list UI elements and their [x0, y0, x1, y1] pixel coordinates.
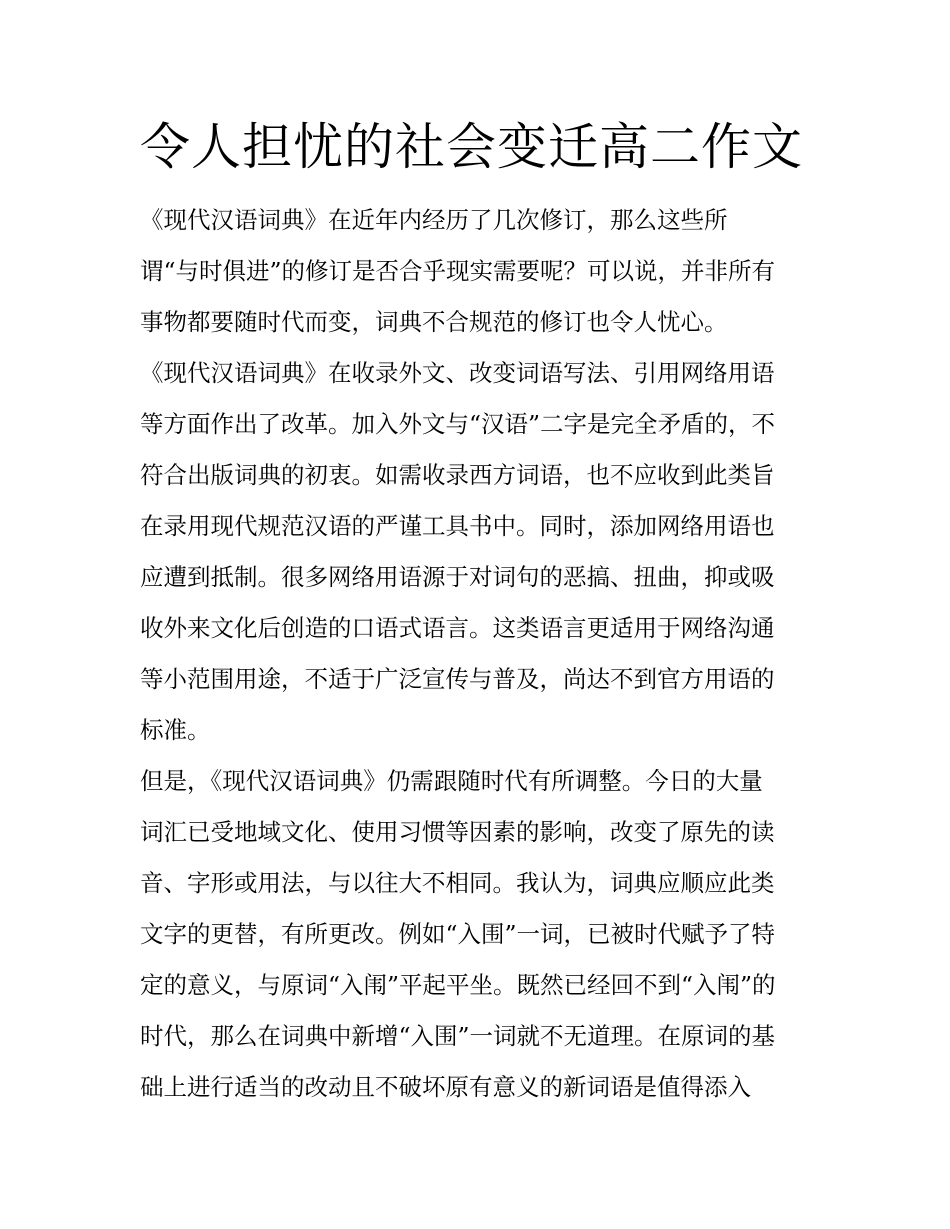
- text-line: 音、字形或用法，与以往大不相同。我认为，词典应顺应此类: [140, 869, 775, 897]
- text-line: 符合出版词典的初衷。如需收录西方词语，也不应收到此类旨: [140, 461, 775, 489]
- text-line: 《现代汉语词典》在收录外文、改变词语写法、引用网络用语: [140, 359, 775, 387]
- text-line: 事物都要随时代而变，词典不合规范的修订也令人忧心。: [140, 308, 728, 336]
- text-line: 等方面作出了改革。加入外文与“汉语”二字是完全矛盾的，不: [140, 410, 776, 438]
- text-line: 在录用现代规范汉语的严谨工具书中。同时，添加网络用语也: [140, 512, 775, 540]
- text-line: 等小范围用途，不适于广泛宣传与普及，尚达不到官方用语的: [140, 665, 775, 693]
- text-line: 《现代汉语词典》在近年内经历了几次修订，那么这些所: [140, 206, 728, 234]
- text-line: 时代，那么在词典中新增“入围”一词就不无道理。在原词的基: [140, 1022, 776, 1050]
- text-line: 定的意义，与原词“入闱”平起平坐。既然已经回不到“入闱”的: [140, 971, 776, 999]
- text-line: 词汇已受地域文化、使用习惯等因素的影响，改变了原先的读: [140, 818, 775, 846]
- text-line: 但是，《现代汉语词典》仍需跟随时代有所调整。今日的大量: [140, 767, 763, 795]
- text-line: 收外来文化后创造的口语式语言。这类语言更适用于网络沟通: [140, 614, 775, 642]
- document-title: 令人担忧的社会变迁高二作文: [140, 118, 803, 176]
- text-line: 谓“与时俱进”的修订是否合乎现实需要呢？可以说，并非所有: [140, 257, 776, 285]
- text-line: 文字的更替，有所更改。例如“入围”一词，已被时代赋予了特: [140, 920, 776, 948]
- text-line: 标准。: [140, 716, 211, 744]
- text-line: 应遭到抵制。很多网络用语源于对词句的恶搞、扭曲，抑或吸: [140, 563, 775, 591]
- text-line: 础上进行适当的改动且不破坏原有意义的新词语是值得添入: [140, 1073, 751, 1101]
